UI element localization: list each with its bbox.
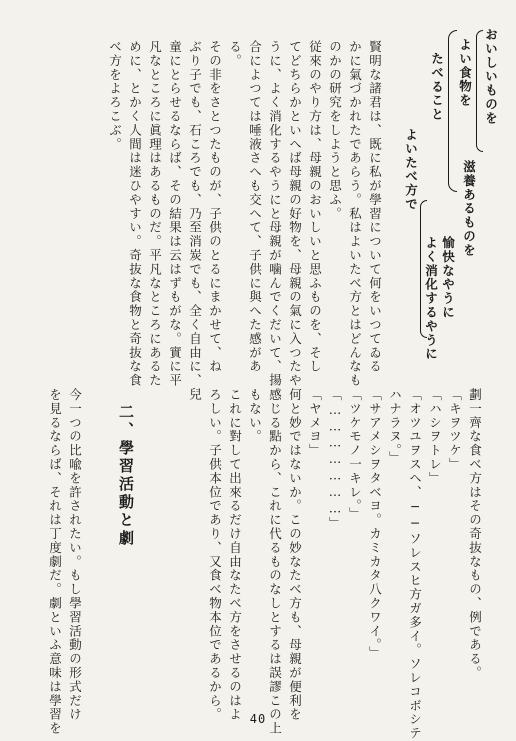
body-line: 合によつては唾液さへも交へて、子供に與へた感があ	[247, 40, 263, 374]
body-line: めに、とかく人間は迷ひやすい。奇抜な食物と奇抜な食	[127, 40, 143, 388]
body-line: 「…………………」	[327, 388, 343, 531]
body-line: ろしい。子供本位であり、又食べ物本位であるから。	[207, 388, 223, 722]
body-line: 「サアメシヲタベヨ。カミカタ八クワイ。」	[367, 388, 383, 660]
body-line: 「キヲツケ」	[447, 388, 463, 472]
body-line: る。	[227, 40, 243, 68]
body-line: かに氣づかれたであらう。私はよいたべ方とはどんなも	[347, 40, 363, 388]
body-line: 従來のやり方は、母親のおいしいと思ふものを、そし	[307, 40, 323, 374]
body-line: ハナラヌ。」	[387, 388, 403, 466]
diagram-leaf-1a: おいしいものを	[483, 28, 499, 126]
body-line: 凡なところに眞理はあるものだ。平凡なところにあるた	[147, 40, 163, 388]
diagram-leaf-2b: よく消化するやうに	[423, 236, 439, 362]
body-line: 「ヤメヨ」	[307, 388, 323, 458]
diagram-brace-main	[448, 30, 457, 192]
body-line: を見るならば、それは丁度劇だ。劇といふ意味は學習を	[47, 388, 63, 736]
body-line: 何と妙ではないか。この妙なたべ方も、母親が便利を	[287, 388, 303, 722]
section-heading: 二、學習活動と劇	[117, 404, 135, 548]
body-line: 劃一齊な食べ方はその奇抜なもの、例である。	[467, 388, 483, 680]
body-line: これに對して出來るだけ自由なたべ方をさせるのはよ	[227, 388, 243, 722]
body-line: 「ハシヲトレ」	[427, 388, 443, 486]
diagram-branch-2: よいたべ方で	[403, 128, 419, 212]
body-line: のかの研究をしようと思ふ。	[327, 40, 343, 221]
body-line: その非をさとつたものが、子供のとるにまかせて、ね	[207, 40, 223, 374]
diagram-leaf-2a: 愉快なやうに	[440, 236, 456, 320]
diagram-leaf-1b: 滋養あるものを	[461, 160, 477, 258]
diagram-root: たべること	[429, 52, 445, 122]
body-line: 童にとらせるならば、その結果は云はずもがな。實に平	[167, 40, 183, 388]
diagram-brace-1	[476, 30, 483, 152]
body-line: 感じる點から、これに代るものなしとするは誤謬この上	[267, 388, 283, 736]
body-line: べ方をよろこぶ。	[107, 40, 123, 152]
body-line: もない。	[247, 388, 263, 444]
body-line: 賢明な諸君は、既に私が學習について何をいつてゐる	[367, 40, 383, 374]
body-line: 「オツユヲスヘ、──ソレスヒ方ガ多イ。ソレコボシテ	[407, 388, 423, 741]
body-line: てどちらかといへば母親の好物を、母親の氣に入つたや	[287, 40, 303, 388]
diagram-branch-1: よい食物を	[457, 38, 473, 108]
body-line: 今一つの比喩を許されたい。もし學習活動の形式だけ	[67, 388, 83, 722]
body-line: 「ツケモノ一キレ。」	[347, 388, 363, 521]
page-number: 40	[249, 712, 267, 726]
body-line: うに、よく消化するやうにと母親が噛んでくだいて、揚	[267, 40, 283, 388]
body-line: ぶり子でも、石ころでも、乃至消炭でも、全く自由に、兒	[187, 40, 203, 402]
